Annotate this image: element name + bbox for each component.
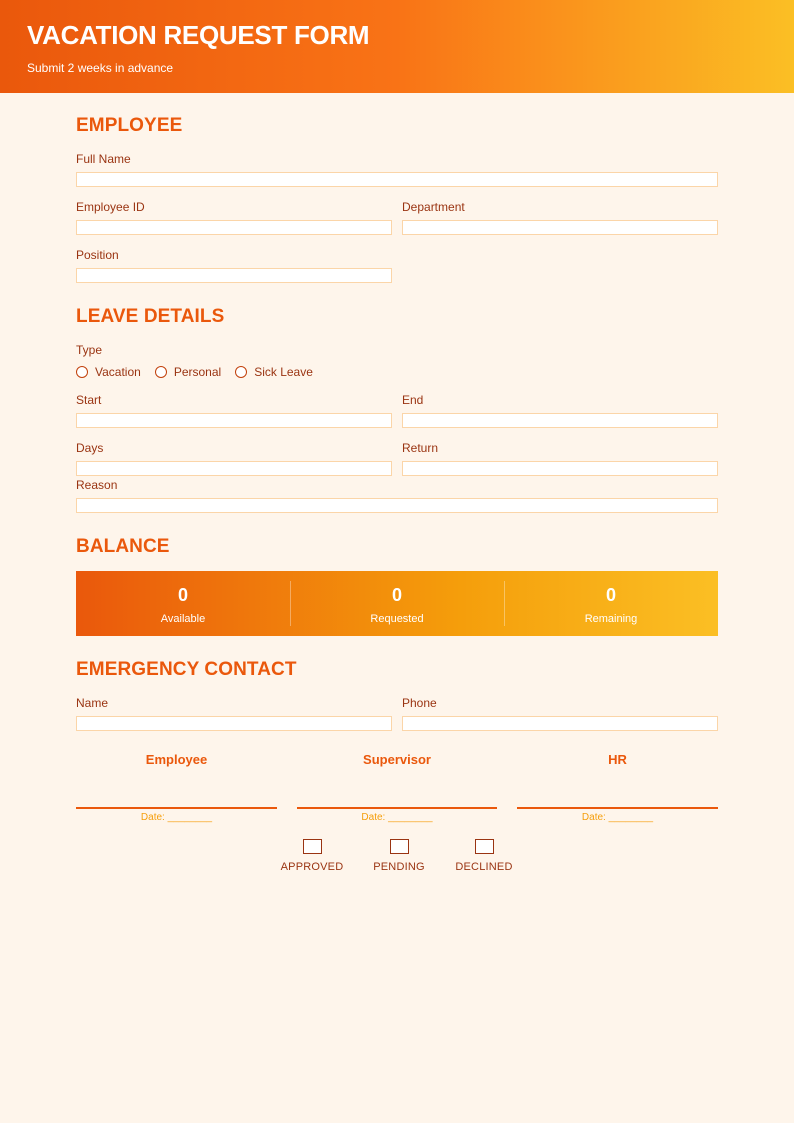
leave-type-label: Sick Leave xyxy=(254,365,313,379)
form-title: VACATION REQUEST FORM xyxy=(27,20,370,50)
status-approved[interactable] xyxy=(278,839,346,873)
emergency-phone-field[interactable] xyxy=(402,716,718,731)
signature-date: Date: ________ xyxy=(361,812,433,823)
department-field[interactable] xyxy=(402,220,718,235)
declined-checkbox[interactable] xyxy=(475,839,494,854)
balance-value: 0 xyxy=(605,584,616,605)
employee-id-field[interactable] xyxy=(76,220,392,235)
status-label: PENDING xyxy=(373,861,425,873)
balance-label: Requested xyxy=(370,612,424,625)
signature-title: HR xyxy=(608,752,627,767)
start-field[interactable] xyxy=(76,413,392,428)
status-label: APPROVED xyxy=(280,861,344,873)
return-field[interactable] xyxy=(402,461,718,476)
leave-type-personal[interactable] xyxy=(155,365,221,379)
end-label: End xyxy=(402,393,424,407)
radio-button[interactable] xyxy=(235,366,247,378)
signature-title: Supervisor xyxy=(363,752,431,767)
signature-line[interactable] xyxy=(297,807,497,809)
position-field[interactable] xyxy=(76,268,392,283)
emergency-section-title: EMERGENCY CONTACT xyxy=(76,659,297,680)
balance-label: Available xyxy=(160,612,206,625)
leave-type-vacation[interactable] xyxy=(76,365,141,379)
balance-label: Remaining xyxy=(584,612,638,625)
end-field[interactable] xyxy=(402,413,718,428)
pending-checkbox[interactable] xyxy=(390,839,409,854)
leave-type-label: Vacation xyxy=(95,365,141,379)
status-pending[interactable] xyxy=(369,839,429,873)
days-label: Days xyxy=(76,441,104,455)
form-subtitle: Submit 2 weeks in advance xyxy=(27,61,174,75)
reason-label: Reason xyxy=(76,478,118,492)
signature-date: Date: ________ xyxy=(581,812,654,823)
signature-date: Date: ________ xyxy=(140,812,213,823)
full-name-label: Full Name xyxy=(76,152,131,166)
leave-type-sick[interactable] xyxy=(235,365,313,379)
signature-employee xyxy=(76,752,277,823)
type-label: Type xyxy=(76,343,103,357)
balance-panel xyxy=(76,571,718,636)
emergency-phone-label: Phone xyxy=(402,696,437,710)
radio-button[interactable] xyxy=(76,366,88,378)
signature-hr xyxy=(517,752,718,823)
reason-field[interactable] xyxy=(76,498,718,513)
balance-remaining xyxy=(504,571,718,636)
status-label: DECLINED xyxy=(455,861,513,873)
return-label: Return xyxy=(402,441,439,455)
signature-line[interactable] xyxy=(517,807,718,809)
approved-checkbox[interactable] xyxy=(303,839,322,854)
leave-section-title: LEAVE DETAILS xyxy=(76,306,225,327)
days-field[interactable] xyxy=(76,461,392,476)
radio-button[interactable] xyxy=(155,366,167,378)
form-header xyxy=(0,0,794,93)
employee-section-title: EMPLOYEE xyxy=(76,115,183,136)
start-label: Start xyxy=(76,393,102,407)
emergency-name-label: Name xyxy=(76,696,109,710)
signature-line[interactable] xyxy=(76,807,277,809)
balance-requested xyxy=(290,571,504,636)
balance-value: 0 xyxy=(391,584,402,605)
full-name-field[interactable] xyxy=(76,172,718,187)
balance-available xyxy=(76,571,290,636)
signature-title: Employee xyxy=(145,752,208,767)
department-label: Department xyxy=(402,200,465,214)
balance-value: 0 xyxy=(177,584,188,605)
signature-supervisor xyxy=(297,752,497,823)
status-declined[interactable] xyxy=(452,839,516,873)
employee-id-label: Employee ID xyxy=(76,200,145,214)
balance-section-title: BALANCE xyxy=(76,536,170,557)
emergency-name-field[interactable] xyxy=(76,716,392,731)
leave-type-group xyxy=(76,365,327,379)
position-label: Position xyxy=(76,248,119,262)
leave-type-label: Personal xyxy=(173,365,222,379)
